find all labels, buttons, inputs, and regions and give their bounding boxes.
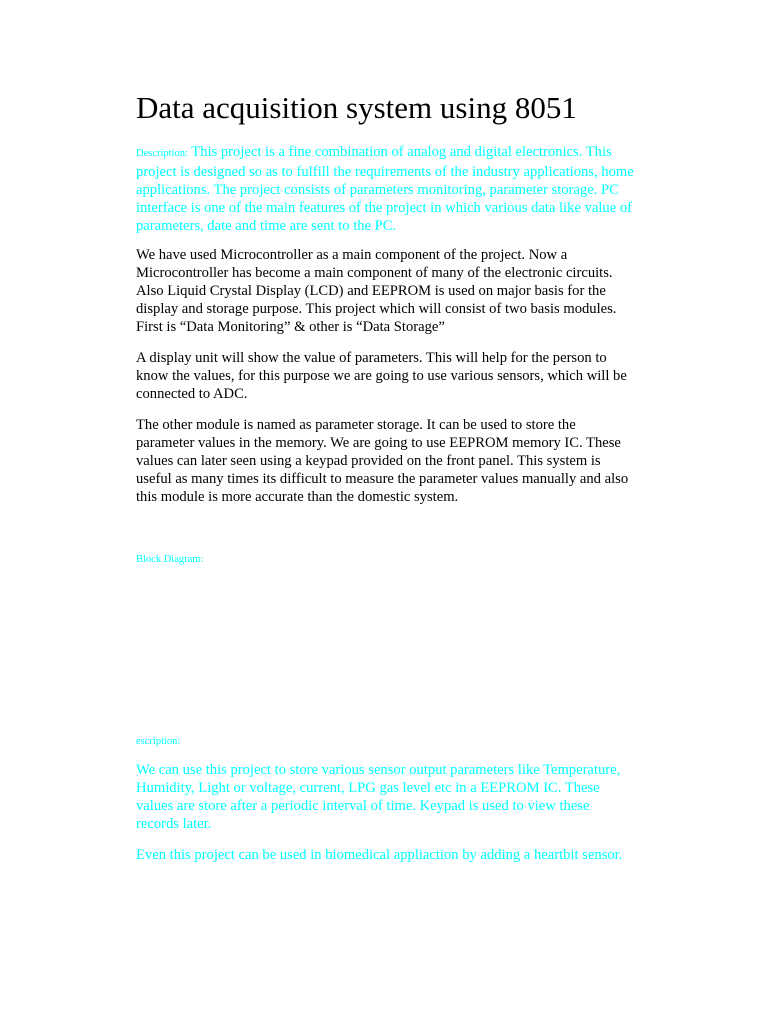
page-title: Data acquisition system using 8051: [136, 90, 577, 125]
body-paragraph-1: We have used Microcontroller as a main component of the project. Now a Microcontroller has become a main component of many of the electronic circuits. Also Liquid Crystal Display (LCD) and EEPROM is used on major basis for the display and storage purpose. This project which will consist of two basis modules. First is “Data Monitoring” & other is “Data Storage”: [136, 247, 617, 335]
body-paragraph-2: A display unit will show the value of parameters. This will help for the person to know the values, for this purpose we are going to use various sensors, which will be connected to ADC.: [136, 350, 627, 402]
second-description-label: escription:: [136, 736, 181, 747]
usage-paragraph-1: We can use this project to store various sensor output parameters like Temperature, Humidity, Light or voltage, current, LPG gas level etc in a EEPROM IC. These values are store after a periodic interval of time. Keypad is used to view these records later.: [136, 762, 621, 832]
description-text: This project is a fine combination of analog and digital electronics. This project is designed so as to fulfill the requirements of the industry applications, home applications. The project consists of parameters monitoring, parameter storage. PC interface is one of the main features of the project in which various data like value of parameters, date and time are sent to the PC.: [136, 144, 634, 234]
usage-paragraph-2: Even this project can be used in biomedical appliaction by adding a heartbit sensor.: [136, 847, 623, 863]
body-paragraph-3: The other module is named as parameter storage. It can be used to store the parameter values in the memory. We are going to use EEPROM memory IC. These values can later seen using a keypad provided on the front panel. This system is useful as many times its difficult to measure the parameter values manually and also this module is more accurate than the domestic system.: [136, 417, 629, 505]
block-diagram-label: Block Diagram:: [136, 554, 204, 565]
block-diagram-area: [136, 580, 636, 730]
description-label: Description:: [136, 148, 188, 159]
description-paragraph: [136, 143, 636, 235]
